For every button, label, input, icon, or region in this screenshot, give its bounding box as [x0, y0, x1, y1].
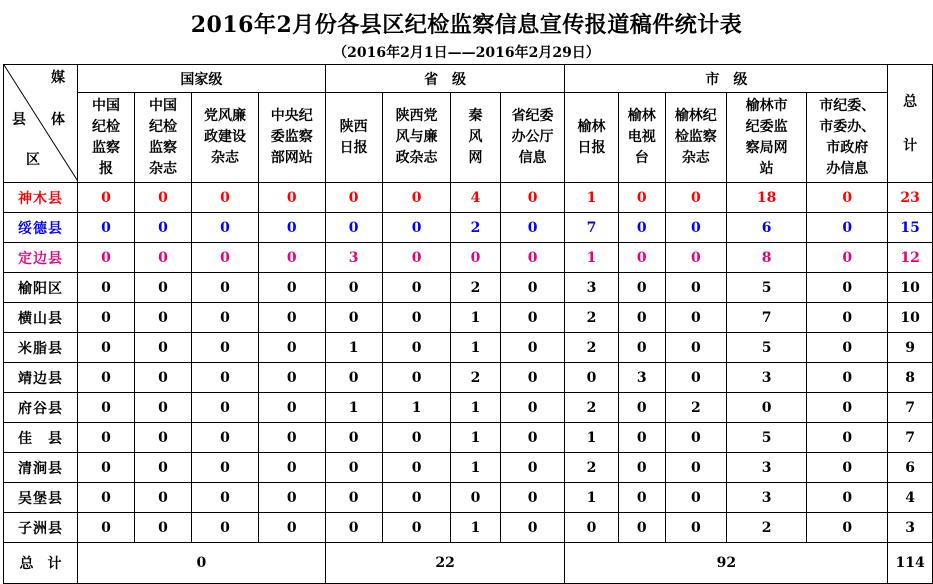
corner-media-1: 媒 — [51, 70, 65, 86]
count-cell: 0 — [500, 183, 565, 213]
count-cell: 2 — [565, 303, 618, 333]
count-cell: 0 — [135, 483, 192, 513]
total-grand: 114 — [888, 543, 933, 584]
total-city: 92 — [565, 543, 888, 584]
count-cell: 0 — [665, 453, 726, 483]
count-cell: 0 — [135, 303, 192, 333]
county-name: 神木县 — [4, 183, 78, 213]
table-row — [4, 273, 933, 303]
count-cell: 0 — [135, 183, 192, 213]
count-cell: 1 — [565, 243, 618, 273]
count-cell: 18 — [726, 183, 807, 213]
media-header-row — [4, 93, 933, 183]
count-cell: 0 — [807, 213, 888, 243]
count-cell: 0 — [258, 183, 325, 213]
count-cell: 2 — [665, 393, 726, 423]
table-row — [4, 393, 933, 423]
row-total-cell: 6 — [888, 453, 933, 483]
count-cell: 5 — [726, 423, 807, 453]
row-total-cell: 15 — [888, 213, 933, 243]
count-cell: 2 — [451, 363, 500, 393]
count-cell: 0 — [618, 333, 665, 363]
count-cell: 0 — [618, 453, 665, 483]
count-cell: 0 — [258, 453, 325, 483]
count-cell: 0 — [258, 393, 325, 423]
count-cell: 2 — [726, 513, 807, 543]
count-cell: 0 — [135, 393, 192, 423]
count-cell: 0 — [382, 273, 451, 303]
count-cell: 0 — [382, 513, 451, 543]
count-cell: 0 — [192, 423, 259, 453]
count-cell: 1 — [325, 333, 382, 363]
count-cell: 2 — [451, 213, 500, 243]
count-cell: 3 — [618, 363, 665, 393]
media-column-header: 榆林纪 检监察 杂志 — [665, 93, 726, 183]
county-name: 清涧县 — [4, 453, 78, 483]
county-name: 吴堡县 — [4, 483, 78, 513]
count-cell: 0 — [192, 333, 259, 363]
count-cell: 1 — [565, 423, 618, 453]
count-cell: 0 — [78, 213, 135, 243]
count-cell: 0 — [258, 213, 325, 243]
count-cell: 3 — [726, 453, 807, 483]
count-cell: 2 — [451, 273, 500, 303]
table-row — [4, 213, 933, 243]
total-provincial: 22 — [325, 543, 565, 584]
count-cell: 0 — [78, 183, 135, 213]
county-name: 府谷县 — [4, 393, 78, 423]
count-cell: 0 — [500, 243, 565, 273]
count-cell: 0 — [325, 183, 382, 213]
county-name: 子洲县 — [4, 513, 78, 543]
row-total-cell: 8 — [888, 363, 933, 393]
row-total-cell: 10 — [888, 303, 933, 333]
count-cell: 2 — [565, 333, 618, 363]
corner-region-2: 区 — [26, 152, 40, 168]
total-national: 0 — [78, 543, 326, 584]
media-column-header: 中国 纪检 监察 杂志 — [135, 93, 192, 183]
count-cell: 2 — [565, 393, 618, 423]
media-column-header: 秦 风 网 — [451, 93, 500, 183]
table-body — [4, 183, 933, 543]
count-cell: 0 — [325, 303, 382, 333]
count-cell: 0 — [258, 243, 325, 273]
county-name: 绥德县 — [4, 213, 78, 243]
count-cell: 0 — [192, 483, 259, 513]
count-cell: 3 — [325, 243, 382, 273]
count-cell: 1 — [325, 393, 382, 423]
count-cell: 0 — [500, 213, 565, 243]
totals-row — [4, 543, 933, 584]
count-cell: 0 — [565, 363, 618, 393]
count-cell: 0 — [665, 243, 726, 273]
page-title: 2016年2月份各县区纪检监察信息宣传报道稿件统计表 — [190, 12, 743, 38]
count-cell: 1 — [451, 453, 500, 483]
row-total-cell: 12 — [888, 243, 933, 273]
table-row — [4, 423, 933, 453]
count-cell: 0 — [135, 423, 192, 453]
group-national: 国家级 — [78, 65, 326, 93]
count-cell: 0 — [665, 303, 726, 333]
media-column-header: 市纪委、 市委办、 市政府 办信息 — [807, 93, 888, 183]
count-cell: 0 — [78, 333, 135, 363]
count-cell: 0 — [618, 213, 665, 243]
count-cell: 0 — [382, 243, 451, 273]
count-cell: 0 — [78, 513, 135, 543]
row-total-cell: 23 — [888, 183, 933, 213]
count-cell: 1 — [451, 513, 500, 543]
count-cell: 0 — [618, 393, 665, 423]
media-column-header: 中央纪 委监察 部网站 — [258, 93, 325, 183]
count-cell: 1 — [451, 303, 500, 333]
count-cell: 0 — [565, 513, 618, 543]
table-row — [4, 483, 933, 513]
media-column-header: 榆林 日报 — [565, 93, 618, 183]
count-cell: 4 — [451, 183, 500, 213]
count-cell: 0 — [807, 393, 888, 423]
count-cell: 0 — [500, 483, 565, 513]
count-cell: 0 — [258, 483, 325, 513]
count-cell: 0 — [192, 273, 259, 303]
count-cell: 0 — [807, 423, 888, 453]
count-cell: 0 — [500, 513, 565, 543]
group-city: 市 级 — [565, 65, 888, 93]
table-row — [4, 333, 933, 363]
count-cell: 0 — [325, 513, 382, 543]
count-cell: 0 — [618, 483, 665, 513]
count-cell: 0 — [807, 303, 888, 333]
count-cell: 0 — [78, 453, 135, 483]
count-cell: 7 — [726, 303, 807, 333]
count-cell: 0 — [665, 513, 726, 543]
count-cell: 0 — [665, 273, 726, 303]
count-cell: 0 — [618, 423, 665, 453]
county-name: 定边县 — [4, 243, 78, 273]
count-cell: 0 — [382, 333, 451, 363]
count-cell: 0 — [192, 363, 259, 393]
count-cell: 0 — [665, 363, 726, 393]
row-total-cell: 7 — [888, 423, 933, 453]
count-cell: 0 — [78, 483, 135, 513]
count-cell: 1 — [382, 393, 451, 423]
count-cell: 0 — [807, 243, 888, 273]
count-cell: 0 — [665, 213, 726, 243]
count-cell: 0 — [192, 183, 259, 213]
count-cell: 1 — [565, 183, 618, 213]
count-cell: 0 — [258, 303, 325, 333]
count-cell: 0 — [382, 483, 451, 513]
count-cell: 0 — [665, 333, 726, 363]
county-name: 米脂县 — [4, 333, 78, 363]
total-column-header: 总 计 — [888, 65, 933, 183]
count-cell: 0 — [618, 243, 665, 273]
media-column-header: 省纪委 办公厅 信息 — [500, 93, 565, 183]
count-cell: 0 — [618, 183, 665, 213]
count-cell: 0 — [726, 393, 807, 423]
count-cell: 0 — [500, 363, 565, 393]
row-total-cell: 4 — [888, 483, 933, 513]
count-cell: 0 — [500, 393, 565, 423]
count-cell: 0 — [135, 513, 192, 543]
count-cell: 0 — [500, 273, 565, 303]
county-name: 横山县 — [4, 303, 78, 333]
count-cell: 0 — [192, 303, 259, 333]
count-cell: 0 — [807, 333, 888, 363]
count-cell: 0 — [807, 363, 888, 393]
table-row — [4, 363, 933, 393]
count-cell: 0 — [258, 333, 325, 363]
count-cell: 0 — [258, 363, 325, 393]
table-row — [4, 183, 933, 213]
count-cell: 0 — [665, 423, 726, 453]
date-range: （2016年2月1日——2016年2月29日） — [333, 45, 600, 61]
count-cell: 0 — [451, 243, 500, 273]
count-cell: 3 — [726, 363, 807, 393]
count-cell: 0 — [258, 423, 325, 453]
row-total-cell: 7 — [888, 393, 933, 423]
count-cell: 0 — [325, 483, 382, 513]
table-row — [4, 453, 933, 483]
count-cell: 0 — [135, 243, 192, 273]
count-cell: 0 — [500, 303, 565, 333]
media-column-header: 榆林市 纪委监 察局网 站 — [726, 93, 807, 183]
count-cell: 0 — [192, 213, 259, 243]
count-cell: 0 — [500, 333, 565, 363]
table-row — [4, 513, 933, 543]
media-column-header: 陕西党 风与廉 政杂志 — [382, 93, 451, 183]
media-column-header: 中国 纪检 监察 报 — [78, 93, 135, 183]
count-cell: 0 — [500, 423, 565, 453]
count-cell: 0 — [807, 483, 888, 513]
count-cell: 6 — [726, 213, 807, 243]
count-cell: 0 — [807, 513, 888, 543]
count-cell: 1 — [451, 423, 500, 453]
count-cell: 0 — [325, 273, 382, 303]
count-cell: 0 — [451, 483, 500, 513]
count-cell: 0 — [325, 363, 382, 393]
count-cell: 0 — [258, 273, 325, 303]
count-cell: 0 — [500, 453, 565, 483]
count-cell: 2 — [565, 453, 618, 483]
count-cell: 3 — [565, 273, 618, 303]
count-cell: 0 — [78, 303, 135, 333]
count-cell: 0 — [665, 183, 726, 213]
count-cell: 0 — [382, 423, 451, 453]
county-name: 佳 县 — [4, 423, 78, 453]
count-cell: 0 — [192, 453, 259, 483]
count-cell: 7 — [565, 213, 618, 243]
count-cell: 0 — [135, 363, 192, 393]
media-column-header: 陕西 日报 — [325, 93, 382, 183]
count-cell: 0 — [807, 183, 888, 213]
count-cell: 0 — [382, 363, 451, 393]
count-cell: 0 — [135, 453, 192, 483]
group-provincial: 省 级 — [325, 65, 565, 93]
count-cell: 3 — [726, 483, 807, 513]
corner-media-2: 体 — [51, 112, 65, 128]
count-cell: 0 — [807, 273, 888, 303]
count-cell: 0 — [78, 423, 135, 453]
row-total-cell: 9 — [888, 333, 933, 363]
corner-region-1: 县 — [12, 112, 26, 128]
statistics-table — [3, 64, 933, 584]
count-cell: 0 — [325, 453, 382, 483]
count-cell: 0 — [192, 513, 259, 543]
count-cell: 0 — [78, 393, 135, 423]
count-cell: 0 — [382, 213, 451, 243]
count-cell: 0 — [258, 513, 325, 543]
count-cell: 0 — [192, 243, 259, 273]
table-row — [4, 303, 933, 333]
count-cell: 0 — [135, 333, 192, 363]
count-cell: 0 — [618, 303, 665, 333]
count-cell: 8 — [726, 243, 807, 273]
count-cell: 0 — [382, 453, 451, 483]
count-cell: 0 — [618, 513, 665, 543]
count-cell: 0 — [618, 273, 665, 303]
count-cell: 0 — [78, 243, 135, 273]
count-cell: 0 — [135, 273, 192, 303]
count-cell: 0 — [78, 363, 135, 393]
count-cell: 1 — [565, 483, 618, 513]
count-cell: 5 — [726, 333, 807, 363]
count-cell: 5 — [726, 273, 807, 303]
count-cell: 0 — [78, 273, 135, 303]
count-cell: 0 — [325, 423, 382, 453]
county-name: 榆阳区 — [4, 273, 78, 303]
corner-header-cell — [4, 65, 78, 183]
county-name: 靖边县 — [4, 363, 78, 393]
media-column-header: 党风廉 政建设 杂志 — [192, 93, 259, 183]
row-total-cell: 3 — [888, 513, 933, 543]
count-cell: 0 — [135, 213, 192, 243]
count-cell: 0 — [807, 453, 888, 483]
count-cell: 0 — [382, 183, 451, 213]
row-total-cell: 10 — [888, 273, 933, 303]
count-cell: 1 — [451, 393, 500, 423]
count-cell: 0 — [325, 213, 382, 243]
count-cell: 0 — [665, 483, 726, 513]
totals-label: 总 计 — [4, 543, 78, 584]
count-cell: 0 — [192, 393, 259, 423]
media-column-header: 榆林 电视 台 — [618, 93, 665, 183]
count-cell: 0 — [382, 303, 451, 333]
table-row — [4, 243, 933, 273]
count-cell: 1 — [451, 333, 500, 363]
